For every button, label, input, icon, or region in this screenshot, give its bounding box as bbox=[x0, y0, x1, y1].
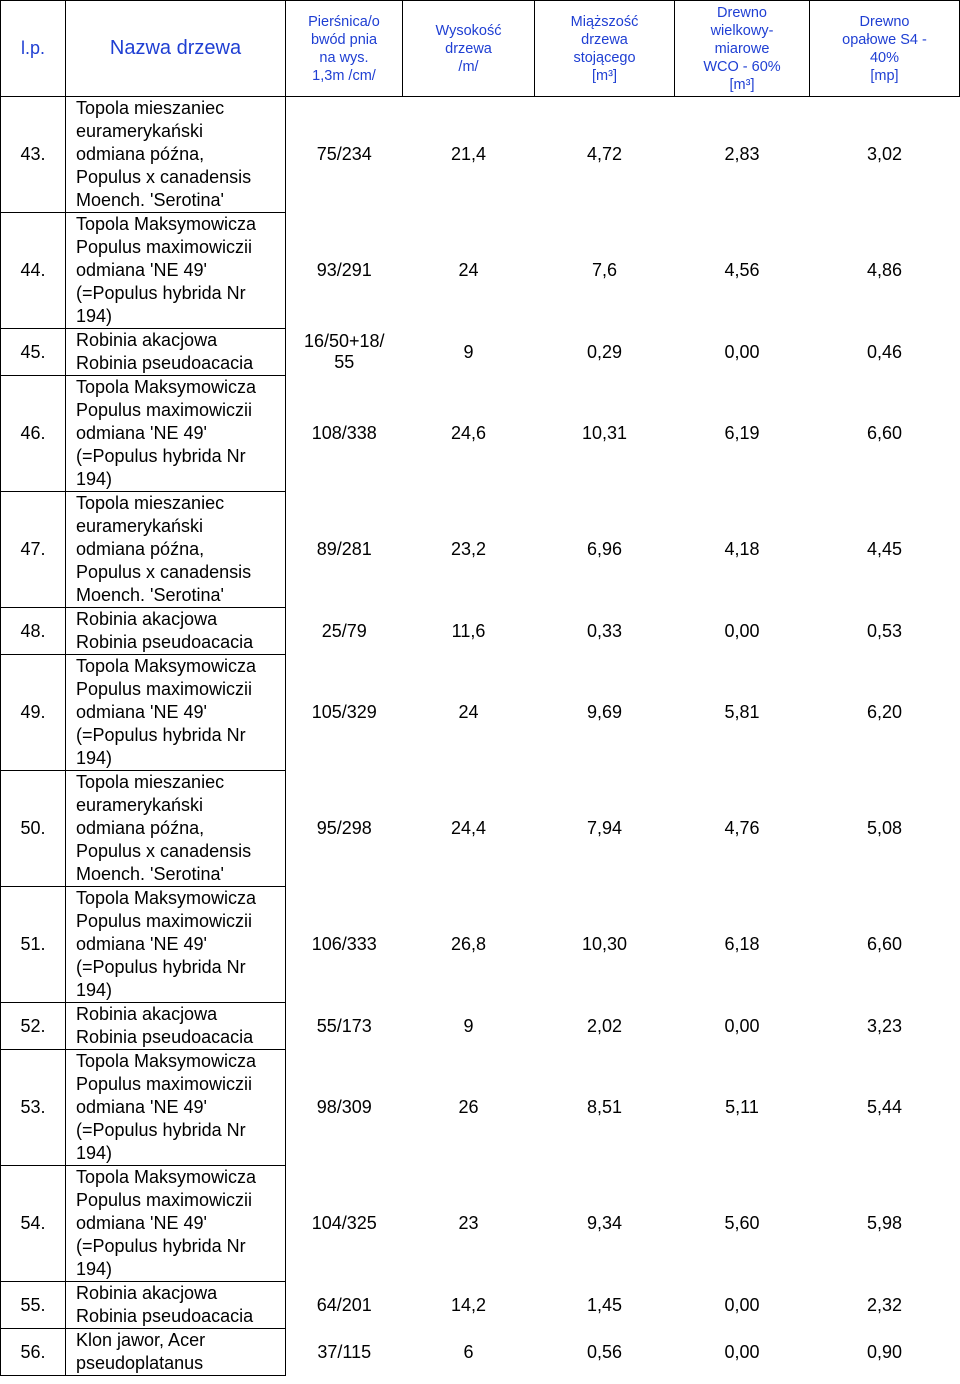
tree-name-line: Populus maximowiczii bbox=[76, 1190, 253, 1210]
large-timber-cell: 2,83 bbox=[724, 144, 760, 165]
large-timber-cell: 5,81 bbox=[724, 702, 760, 722]
table-row bbox=[1, 655, 960, 771]
large-timber-cell: 6,18 bbox=[724, 934, 760, 954]
tree-name-line: odmiana późna, bbox=[76, 144, 205, 164]
tree-name-line: Populus maximowiczii bbox=[76, 237, 253, 257]
tree-name-line: 194) bbox=[76, 306, 113, 326]
tree-name bbox=[66, 329, 286, 376]
circumference-value: 98/309 bbox=[316, 1097, 372, 1117]
header-line: Pierśnica/o bbox=[308, 13, 380, 30]
header-name: Nazwa drzewa bbox=[66, 1, 286, 97]
tree-name-line: Robinia akacjowa bbox=[76, 330, 218, 350]
table-row bbox=[1, 771, 960, 887]
tree-name bbox=[66, 608, 286, 655]
tree-name-line: odmiana 'NE 49' bbox=[76, 423, 207, 443]
circumference-value: 16/50+18/ bbox=[303, 331, 385, 351]
circumference-value: 105/329 bbox=[311, 702, 377, 722]
tree-name-line: Topola Maksymowicza bbox=[76, 656, 257, 676]
large-timber-cell: 0,00 bbox=[724, 1341, 760, 1362]
circumference-cell bbox=[286, 213, 403, 329]
row-number: 45. bbox=[1, 329, 66, 376]
tree-name-line: 194) bbox=[76, 980, 113, 1000]
circumference-value: 55 bbox=[334, 352, 355, 372]
circumference-cell bbox=[286, 97, 403, 213]
tree-name-line: Topola mieszaniec bbox=[76, 98, 225, 118]
volume-cell: 7,6 bbox=[591, 260, 618, 280]
row-number: 49. bbox=[1, 655, 66, 771]
table-row bbox=[1, 213, 960, 329]
tree-name bbox=[66, 1329, 286, 1376]
table-row bbox=[1, 1166, 960, 1282]
table-row bbox=[1, 608, 960, 655]
tree-name-line: Topola mieszaniec bbox=[76, 493, 225, 513]
header-circumference bbox=[286, 1, 403, 97]
tree-name-line: odmiana 'NE 49' bbox=[76, 702, 207, 722]
header-line: [m³] bbox=[592, 67, 617, 84]
tree-name bbox=[66, 97, 286, 213]
tree-name-line: Populus x canadensis bbox=[76, 562, 252, 582]
header-row bbox=[1, 1, 960, 97]
row-number: 52. bbox=[1, 1003, 66, 1050]
header-line: WCO - 60% bbox=[703, 58, 781, 75]
circumference-value: 64/201 bbox=[316, 1294, 372, 1315]
tree-name bbox=[66, 887, 286, 1003]
fuel-wood-cell: 4,45 bbox=[866, 539, 903, 559]
height-cell: 24,6 bbox=[450, 423, 487, 443]
circumference-value: 106/333 bbox=[311, 934, 377, 954]
header-line: [m³] bbox=[729, 76, 755, 93]
circumference-cell bbox=[286, 376, 403, 492]
height-cell: 23 bbox=[458, 1213, 479, 1233]
table-row bbox=[1, 97, 960, 213]
fuel-wood-cell: 2,32 bbox=[866, 1294, 903, 1315]
tree-name-line: 194) bbox=[76, 748, 113, 768]
circumference-value: 93/291 bbox=[316, 260, 372, 280]
height-cell: 26,8 bbox=[450, 934, 487, 954]
table-row bbox=[1, 1050, 960, 1166]
header-line: 1,3m /cm/ bbox=[312, 67, 376, 84]
tree-name bbox=[66, 771, 286, 887]
table-row bbox=[1, 1329, 960, 1376]
volume-cell: 4,72 bbox=[586, 144, 623, 165]
height-cell: 21,4 bbox=[450, 144, 487, 165]
height-cell: 24 bbox=[458, 702, 479, 722]
fuel-wood-cell: 0,53 bbox=[866, 620, 903, 641]
row-number: 53. bbox=[1, 1050, 66, 1166]
tree-name-line: (=Populus hybrida Nr bbox=[76, 283, 246, 303]
tree-name-line: Populus maximowiczii bbox=[76, 911, 253, 931]
tree-name-line: Topola Maksymowicza bbox=[76, 214, 257, 234]
header-height bbox=[403, 1, 535, 97]
tree-name-line: odmiana późna, bbox=[76, 818, 205, 838]
header-line: Miąższość bbox=[570, 13, 639, 30]
tree-name-line: Robinia pseudoacacia bbox=[76, 1306, 254, 1326]
tree-name bbox=[66, 1282, 286, 1329]
circumference-value: 75/234 bbox=[316, 144, 372, 165]
tree-name-line: odmiana późna, bbox=[76, 539, 205, 559]
volume-cell: 0,29 bbox=[586, 341, 623, 362]
volume-cell: 6,96 bbox=[586, 539, 623, 559]
table-row bbox=[1, 329, 960, 376]
header-line: [mp] bbox=[870, 67, 899, 84]
tree-name-line: euramerykański bbox=[76, 516, 204, 536]
tree-name-line: Klon jawor, Acer bbox=[76, 1330, 206, 1350]
tree-name-line: Moench. 'Serotina' bbox=[76, 190, 224, 210]
height-cell: 24,4 bbox=[450, 818, 487, 838]
fuel-wood-cell: 0,46 bbox=[866, 341, 903, 362]
tree-name-line: euramerykański bbox=[76, 121, 204, 141]
tree-name-line: odmiana 'NE 49' bbox=[76, 1097, 207, 1117]
tree-name-line: Robinia pseudoacacia bbox=[76, 1027, 254, 1047]
header-fuel-wood bbox=[810, 1, 960, 97]
large-timber-cell: 0,00 bbox=[724, 1294, 760, 1315]
circumference-cell bbox=[286, 1003, 403, 1050]
circumference-cell bbox=[286, 1050, 403, 1166]
row-number: 47. bbox=[1, 492, 66, 608]
fuel-wood-cell: 6,60 bbox=[866, 934, 903, 954]
row-number: 46. bbox=[1, 376, 66, 492]
header-line: wielkowy- bbox=[710, 22, 774, 39]
table-row bbox=[1, 1282, 960, 1329]
height-cell: 26 bbox=[458, 1097, 479, 1117]
fuel-wood-cell: 5,08 bbox=[866, 818, 903, 838]
circumference-cell bbox=[286, 608, 403, 655]
circumference-value: 37/115 bbox=[317, 1341, 372, 1362]
large-timber-cell: 4,18 bbox=[724, 539, 760, 559]
header-volume bbox=[535, 1, 675, 97]
fuel-wood-cell: 0,90 bbox=[866, 1341, 903, 1362]
fuel-wood-cell: 3,02 bbox=[866, 144, 903, 165]
tree-name-line: Robinia akacjowa bbox=[76, 1004, 218, 1024]
height-cell: 9 bbox=[463, 341, 474, 362]
tree-name-line: odmiana 'NE 49' bbox=[76, 1213, 207, 1233]
row-number: 54. bbox=[1, 1166, 66, 1282]
tree-name bbox=[66, 213, 286, 329]
tree-name-line: Robinia akacjowa bbox=[76, 609, 218, 629]
fuel-wood-cell: 5,44 bbox=[866, 1097, 903, 1117]
volume-cell: 2,02 bbox=[586, 1015, 623, 1036]
tree-name-line: Robinia pseudoacacia bbox=[76, 353, 254, 373]
tree-name-line: 194) bbox=[76, 469, 113, 489]
tree-name-line: odmiana 'NE 49' bbox=[76, 260, 207, 280]
tree-name-line: (=Populus hybrida Nr bbox=[76, 446, 246, 466]
tree-name-line: Topola Maksymowicza bbox=[76, 377, 257, 397]
circumference-value: 25/79 bbox=[321, 620, 367, 641]
tree-name bbox=[66, 1166, 286, 1282]
circumference-cell bbox=[286, 1329, 403, 1376]
fuel-wood-cell: 6,60 bbox=[866, 423, 903, 443]
table-body bbox=[1, 97, 960, 1376]
volume-cell: 8,51 bbox=[586, 1097, 623, 1117]
row-number: 50. bbox=[1, 771, 66, 887]
fuel-wood-cell: 5,98 bbox=[866, 1213, 903, 1233]
header-line: bwód pnia bbox=[310, 31, 378, 48]
tree-name-line: Populus x canadensis bbox=[76, 167, 252, 187]
large-timber-cell: 4,56 bbox=[724, 260, 760, 280]
tree-name-line: Robinia pseudoacacia bbox=[76, 632, 254, 652]
row-number: 55. bbox=[1, 1282, 66, 1329]
tree-name-line: Populus maximowiczii bbox=[76, 1074, 253, 1094]
circumference-cell bbox=[286, 771, 403, 887]
tree-name-line: (=Populus hybrida Nr bbox=[76, 1120, 246, 1140]
circumference-value: 89/281 bbox=[316, 539, 372, 559]
tree-name-line: (=Populus hybrida Nr bbox=[76, 957, 246, 977]
large-timber-cell: 6,19 bbox=[724, 423, 760, 443]
tree-name-line: 194) bbox=[76, 1143, 113, 1163]
tree-name-line: Populus maximowiczii bbox=[76, 679, 253, 699]
volume-cell: 0,33 bbox=[586, 620, 623, 641]
tree-name-line: 194) bbox=[76, 1259, 113, 1279]
tree-name-line: (=Populus hybrida Nr bbox=[76, 1236, 246, 1256]
tree-name-line: Topola Maksymowicza bbox=[76, 1051, 257, 1071]
header-line: Drewno bbox=[859, 13, 910, 30]
tree-name-line: euramerykański bbox=[76, 795, 204, 815]
table-row bbox=[1, 492, 960, 608]
circumference-cell bbox=[286, 329, 403, 376]
circumference-value: 55/173 bbox=[316, 1015, 372, 1036]
circumference-value: 108/338 bbox=[311, 423, 377, 443]
header-line: 40% bbox=[869, 49, 900, 66]
table-row bbox=[1, 1003, 960, 1050]
circumference-cell bbox=[286, 887, 403, 1003]
header-line: stojącego bbox=[573, 49, 636, 66]
fuel-wood-cell: 4,86 bbox=[866, 260, 903, 280]
tree-name-line: Topola Maksymowicza bbox=[76, 888, 257, 908]
fuel-wood-cell: 3,23 bbox=[866, 1015, 903, 1036]
circumference-cell bbox=[286, 1166, 403, 1282]
height-cell: 14,2 bbox=[450, 1294, 487, 1315]
large-timber-cell: 5,60 bbox=[724, 1213, 760, 1233]
volume-cell: 9,34 bbox=[586, 1213, 623, 1233]
circumference-cell bbox=[286, 1282, 403, 1329]
volume-cell: 7,94 bbox=[586, 818, 623, 838]
row-number: 43. bbox=[1, 97, 66, 213]
tree-name-line: Topola mieszaniec bbox=[76, 772, 225, 792]
table-row bbox=[1, 887, 960, 1003]
height-cell: 23,2 bbox=[450, 539, 487, 559]
tree-name-line: odmiana 'NE 49' bbox=[76, 934, 207, 954]
tree-name-line: pseudoplatanus bbox=[76, 1353, 204, 1373]
tree-name bbox=[66, 1003, 286, 1050]
header-line: opałowe S4 - bbox=[842, 31, 927, 48]
tree-name bbox=[66, 376, 286, 492]
tree-name-line: Populus maximowiczii bbox=[76, 400, 253, 420]
header-line: miarowe bbox=[714, 40, 770, 57]
tree-name-line: Topola Maksymowicza bbox=[76, 1167, 257, 1187]
circumference-cell bbox=[286, 655, 403, 771]
tree-name-line: (=Populus hybrida Nr bbox=[76, 725, 246, 745]
height-cell: 24 bbox=[458, 260, 479, 280]
volume-cell: 1,45 bbox=[586, 1294, 623, 1315]
tree-name bbox=[66, 492, 286, 608]
tree-name-line: Moench. 'Serotina' bbox=[76, 585, 224, 605]
header-line: drzewa bbox=[445, 40, 492, 57]
row-number: 56. bbox=[1, 1329, 66, 1376]
volume-cell: 10,30 bbox=[581, 934, 628, 954]
large-timber-cell: 0,00 bbox=[724, 620, 760, 641]
circumference-value: 104/325 bbox=[311, 1213, 377, 1233]
circumference-value: 95/298 bbox=[316, 818, 372, 838]
header-large-timber bbox=[675, 1, 810, 97]
tree-name-line: Populus x canadensis bbox=[76, 841, 252, 861]
circumference-cell bbox=[286, 492, 403, 608]
large-timber-cell: 5,11 bbox=[725, 1097, 759, 1117]
large-timber-cell: 0,00 bbox=[724, 1015, 760, 1036]
height-cell: 9 bbox=[463, 1015, 474, 1036]
volume-cell: 10,31 bbox=[581, 423, 628, 443]
tree-name-line: Moench. 'Serotina' bbox=[76, 864, 224, 884]
header-line: na wys. bbox=[319, 49, 369, 66]
tree-name bbox=[66, 655, 286, 771]
large-timber-cell: 4,76 bbox=[724, 818, 760, 838]
fuel-wood-cell: 6,20 bbox=[866, 702, 903, 722]
header-line: drzewa bbox=[581, 31, 628, 48]
volume-cell: 0,56 bbox=[586, 1341, 623, 1362]
row-number: 48. bbox=[1, 608, 66, 655]
tree-name bbox=[66, 1050, 286, 1166]
height-cell: 11,6 bbox=[451, 620, 486, 641]
header-line: /m/ bbox=[458, 58, 479, 75]
height-cell: 6 bbox=[463, 1341, 474, 1362]
header-lp: l.p. bbox=[1, 1, 66, 97]
volume-cell: 9,69 bbox=[586, 702, 623, 722]
large-timber-cell: 0,00 bbox=[724, 341, 760, 362]
header-line: Wysokość bbox=[435, 22, 502, 39]
row-number: 51. bbox=[1, 887, 66, 1003]
table-row bbox=[1, 376, 960, 492]
tree-name-line: Robinia akacjowa bbox=[76, 1283, 218, 1303]
row-number: 44. bbox=[1, 213, 66, 329]
header-line: Drewno bbox=[717, 4, 767, 21]
